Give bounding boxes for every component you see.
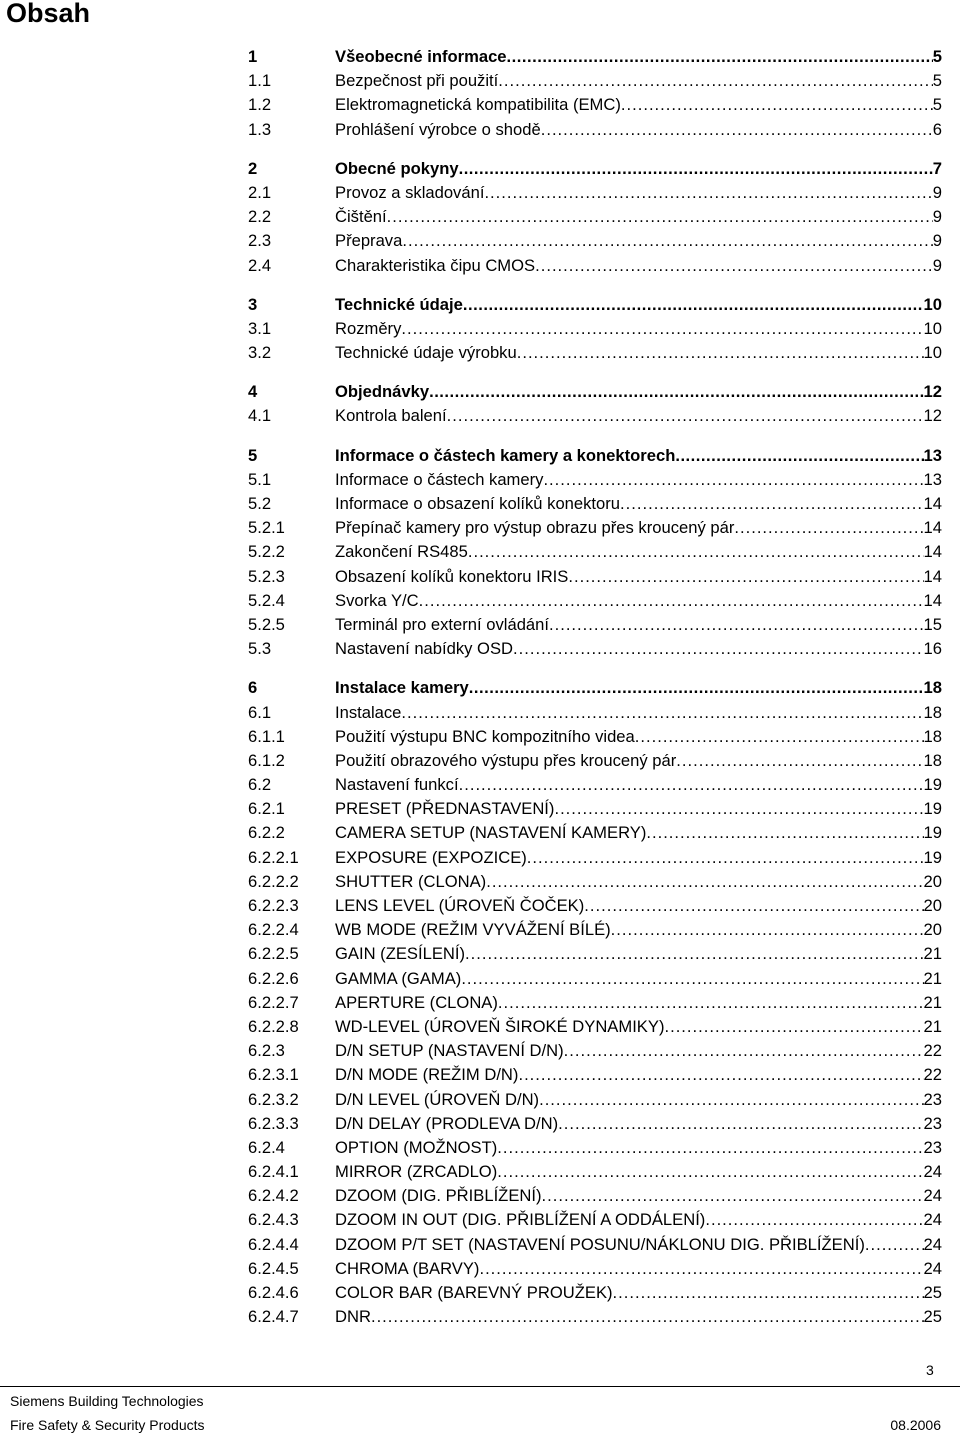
toc-dot-leader [635, 725, 924, 749]
toc-entry-number: 6.2.3.2 [248, 1089, 299, 1109]
footer-divider [0, 1386, 960, 1387]
toc-entry-page: 19 [923, 823, 942, 843]
toc-entry[interactable] [248, 797, 942, 821]
toc-entry-number: 6.2.4 [248, 1137, 285, 1157]
toc-entry-title: Charakteristika čipu CMOS [335, 255, 536, 275]
toc-entry[interactable] [248, 1088, 942, 1112]
toc-entry[interactable] [248, 894, 942, 918]
toc-entry-title: Přeprava [335, 231, 403, 251]
toc-dot-leader [401, 701, 923, 725]
toc-entry-title: Zakončení RS485 [335, 542, 468, 562]
toc-entry-title: Použití obrazového výstupu přes kroucený pár [335, 750, 677, 770]
toc-entry-number: 1.1 [248, 71, 272, 91]
toc-entry-number: 6.2.2 [248, 823, 285, 843]
toc-dot-leader [535, 254, 933, 278]
toc-entry-number: 4.1 [248, 406, 272, 426]
toc-dot-leader [486, 870, 923, 894]
toc-dot-leader [402, 229, 932, 253]
toc-entry-page: 13 [923, 445, 942, 465]
toc-entry-number: 6.2.3.3 [248, 1113, 299, 1133]
toc-entry-page: 18 [923, 726, 942, 746]
toc-entry-title: Informace o částech kamery [335, 469, 544, 489]
toc-entry-page: 14 [923, 542, 942, 562]
toc-entry-page: 22 [923, 1041, 942, 1061]
toc-entry-page: 19 [923, 775, 942, 795]
toc-dot-leader [371, 1305, 924, 1329]
toc-entry-number: 1.2 [248, 95, 272, 115]
toc-entry[interactable] [248, 1112, 942, 1136]
toc-entry-number: 6.2.2.1 [248, 847, 299, 867]
toc-entry-page: 5 [932, 71, 942, 91]
toc-dot-leader [497, 1136, 923, 1160]
toc-dot-leader [401, 317, 923, 341]
toc-entry-page: 20 [923, 920, 942, 940]
toc-entry-title: Terminál pro externí ovládání [335, 614, 549, 634]
toc-dot-leader [564, 1039, 924, 1063]
toc-entry-number: 6.1 [248, 702, 272, 722]
toc-entry-title: APERTURE (CLONA) [335, 992, 498, 1012]
toc-dot-leader [568, 565, 923, 589]
toc-dot-leader [463, 293, 924, 317]
toc-entry[interactable] [248, 69, 942, 93]
toc-entry[interactable] [248, 93, 942, 117]
toc-entry-page: 9 [932, 207, 942, 227]
toc-entry-title: WD-LEVEL (ÚROVEŇ ŠIROKÉ DYNAMIKY) [335, 1016, 665, 1036]
toc-entry[interactable] [248, 404, 942, 428]
toc-entry-number: 6.2.4.3 [248, 1210, 299, 1230]
table-of-contents [248, 45, 942, 1329]
toc-entry-number: 6.2.2.7 [248, 992, 299, 1012]
toc-entry[interactable] [248, 317, 942, 341]
toc-entry[interactable] [248, 749, 942, 773]
toc-entry-number: 5.2 [248, 494, 272, 513]
toc-entry-title: COLOR BAR (BAREVNÝ PROUŽEK) [335, 1283, 613, 1302]
toc-entry-number: 6.2.4.7 [248, 1307, 299, 1327]
toc-entry[interactable] [248, 157, 942, 181]
toc-entry-number: 6.2.2.8 [248, 1016, 299, 1036]
toc-entry-page: 18 [923, 702, 942, 722]
toc-dot-leader [675, 444, 923, 468]
toc-entry-page: 14 [923, 566, 942, 586]
toc-entry-title: Nastavení funkcí [335, 775, 459, 795]
toc-entry[interactable] [248, 1184, 942, 1208]
toc-entry-title: CAMERA SETUP (NASTAVENÍ KAMERY) [335, 823, 647, 843]
toc-entry-page: 14 [923, 590, 942, 610]
toc-entry-number: 5.2.2 [248, 542, 285, 562]
toc-dot-leader [705, 1208, 923, 1232]
toc-entry-title: D/N SETUP (NASTAVENÍ D/N) [335, 1041, 564, 1061]
toc-dot-leader [541, 118, 933, 142]
toc-entry-page: 20 [923, 871, 942, 891]
toc-entry[interactable] [248, 637, 942, 661]
toc-entry[interactable] [248, 444, 942, 468]
toc-entry-title: Technické údaje výrobku [335, 343, 517, 363]
toc-entry-number: 2.4 [248, 255, 272, 275]
toc-entry-number: 2.2 [248, 207, 272, 227]
toc-dot-leader [419, 589, 924, 613]
toc-entry[interactable] [248, 1015, 942, 1039]
toc-entry-title: DZOOM P/T SET (NASTAVENÍ POSUNU/NÁKLONU DIG. PŘIBLÍŽENÍ) [335, 1234, 865, 1254]
toc-entry-page: 14 [923, 518, 942, 538]
footer-date: 08.2006 [890, 1417, 941, 1433]
toc-dot-leader [549, 613, 924, 637]
toc-dot-leader [664, 1015, 923, 1039]
toc-entry[interactable] [248, 45, 942, 69]
toc-dot-leader [584, 894, 923, 918]
footer-company: Siemens Building Technologies [10, 1393, 204, 1409]
toc-entry-title: Informace o obsazení kolíků konektoru [335, 494, 621, 513]
toc-dot-leader [613, 1281, 924, 1305]
toc-entry[interactable] [248, 229, 942, 253]
toc-entry[interactable] [248, 1208, 942, 1232]
toc-entry-number: 6.2.3.1 [248, 1065, 299, 1085]
toc-entry-title: MIRROR (ZRCADLO) [335, 1162, 498, 1182]
toc-dot-leader [518, 1063, 923, 1087]
toc-entry[interactable] [248, 1257, 942, 1281]
toc-entry-title: EXPOSURE (EXPOZICE) [335, 847, 527, 867]
toc-entry-page: 24 [923, 1210, 942, 1230]
toc-entry-title: Čištění [335, 207, 387, 227]
toc-entry-number: 6.2.3 [248, 1041, 285, 1061]
toc-entry-page: 23 [923, 1089, 942, 1109]
toc-entry-number: 5.3 [248, 639, 272, 659]
toc-entry-number: 5.1 [248, 469, 272, 489]
toc-entry[interactable] [248, 821, 942, 845]
toc-entry-number: 5.2.5 [248, 614, 285, 634]
toc-dot-leader [461, 967, 923, 991]
toc-entry-title: Bezpečnost při použití [335, 71, 499, 91]
toc-entry-title: CHROMA (BARVY) [335, 1258, 480, 1278]
toc-entry-number: 6.2.4.4 [248, 1234, 299, 1254]
toc-entry[interactable] [248, 1233, 942, 1257]
toc-entry-number: 6 [248, 678, 258, 698]
toc-entry-page: 9 [932, 255, 942, 275]
toc-entry-title: GAMMA (GAMA) [335, 968, 462, 988]
toc-entry-number: 5.2.4 [248, 590, 285, 610]
toc-entry[interactable] [248, 516, 942, 540]
toc-entry[interactable] [248, 254, 942, 278]
footer-division: Fire Safety & Security Products [10, 1417, 205, 1433]
toc-entry[interactable] [248, 967, 942, 991]
toc-dot-leader [865, 1233, 924, 1257]
toc-entry-page: 13 [923, 469, 942, 489]
toc-entry-number: 6.2.2.3 [248, 896, 299, 915]
toc-entry-page: 22 [923, 1065, 942, 1085]
toc-entry-number: 3.1 [248, 318, 272, 338]
toc-dot-leader [507, 45, 933, 69]
toc-entry-page: 24 [923, 1258, 942, 1278]
toc-entry[interactable] [248, 676, 942, 700]
toc-entry-page: 24 [923, 1162, 942, 1182]
toc-entry-number: 6.2 [248, 775, 272, 795]
toc-entry-number: 6.2.2.4 [248, 920, 299, 940]
toc-dot-leader [459, 157, 933, 181]
toc-entry-title: Obecné pokyny [335, 158, 459, 178]
toc-entry[interactable] [248, 991, 942, 1015]
toc-entry-page: 16 [923, 639, 942, 659]
toc-entry-page: 21 [923, 944, 942, 964]
toc-entry-title: Informace o částech kamery a konektorech [335, 445, 676, 465]
toc-entry[interactable] [248, 942, 942, 966]
page-title: Obsah [6, 0, 91, 28]
toc-entry-title: Technické údaje [335, 294, 463, 314]
toc-entry-number: 6.2.2.2 [248, 871, 299, 891]
toc-entry-title: Použití výstupu BNC kompozitního videa [335, 726, 635, 746]
toc-entry-page: 23 [923, 1113, 942, 1133]
toc-dot-leader [459, 773, 924, 797]
toc-dot-leader [513, 637, 924, 661]
toc-entry-page: 21 [923, 1016, 942, 1036]
toc-entry-page: 19 [923, 799, 942, 819]
toc-entry-title: DZOOM IN OUT (DIG. PŘIBLÍŽENÍ A ODDÁLENÍ) [335, 1210, 706, 1230]
toc-entry[interactable] [248, 1305, 942, 1329]
toc-dot-leader [539, 1088, 923, 1112]
toc-entry-page: 5 [932, 47, 942, 66]
toc-entry-title: D/N DELAY (PRODLEVA D/N) [335, 1113, 559, 1133]
toc-entry-number: 6.1.2 [248, 750, 285, 770]
toc-entry[interactable] [248, 1136, 942, 1160]
toc-entry-title: Svorka Y/C [335, 590, 419, 610]
toc-entry[interactable] [248, 341, 942, 365]
toc-dot-leader [543, 468, 923, 492]
toc-dot-leader [554, 797, 923, 821]
toc-entry-title: Objednávky [335, 382, 430, 402]
toc-dot-leader [498, 69, 933, 93]
toc-entry-page: 10 [923, 294, 942, 314]
toc-entry-title: Obsazení kolíků konektoru IRIS [335, 566, 569, 586]
toc-dot-leader [734, 516, 923, 540]
toc-entry-page: 15 [923, 614, 942, 634]
toc-entry[interactable] [248, 1039, 942, 1063]
toc-entry-page: 10 [923, 343, 942, 363]
toc-entry[interactable] [248, 846, 942, 870]
toc-entry[interactable] [248, 540, 942, 564]
toc-dot-leader [469, 676, 924, 700]
toc-entry[interactable] [248, 613, 942, 637]
toc-entry-page: 23 [923, 1137, 942, 1157]
toc-entry-page: 5 [932, 95, 942, 115]
toc-entry[interactable] [248, 1281, 942, 1305]
toc-entry-title: Elektromagnetická kompatibilita (EMC) [335, 95, 621, 115]
toc-dot-leader [646, 821, 923, 845]
toc-entry[interactable] [248, 380, 942, 404]
toc-entry[interactable] [248, 1063, 942, 1087]
page-number: 3 [926, 1362, 934, 1378]
toc-entry-title: WB MODE (REŽIM VYVÁŽENÍ BÍLÉ) [335, 920, 611, 940]
toc-dot-leader [611, 918, 924, 942]
toc-entry-title: Nastavení nabídky OSD [335, 639, 514, 659]
toc-entry-title: LENS LEVEL (ÚROVEŇ ČOČEK) [335, 896, 585, 915]
toc-entry-page: 18 [923, 678, 942, 698]
toc-entry-page: 9 [932, 231, 942, 251]
toc-entry[interactable] [248, 773, 942, 797]
toc-entry[interactable] [248, 492, 942, 516]
toc-entry-title: Přepínač kamery pro výstup obrazu přes kroucený pár [335, 518, 735, 538]
toc-entry-page: 10 [923, 318, 942, 338]
toc-entry-page: 25 [923, 1307, 942, 1327]
toc-entry-page: 6 [932, 119, 942, 139]
toc-entry-title: Všeobecné informace [335, 47, 507, 66]
toc-entry-number: 2.1 [248, 182, 272, 202]
toc-entry-title: Provoz a skladování [335, 182, 485, 202]
toc-entry[interactable] [248, 205, 942, 229]
toc-entry-page: 14 [923, 494, 942, 513]
toc-entry-number: 3.2 [248, 343, 272, 363]
toc-entry[interactable] [248, 870, 942, 894]
toc-entry-title: Kontrola balení [335, 406, 447, 426]
toc-dot-leader [447, 404, 924, 428]
toc-entry-number: 5 [248, 445, 258, 465]
toc-entry-page: 18 [923, 750, 942, 770]
toc-entry-page: 20 [923, 896, 942, 915]
toc-entry-page: 19 [923, 847, 942, 867]
toc-entry-number: 4 [248, 382, 258, 402]
toc-entry[interactable] [248, 565, 942, 589]
toc-entry[interactable] [248, 725, 942, 749]
toc-dot-leader [484, 181, 932, 205]
toc-entry[interactable] [248, 1160, 942, 1184]
toc-entry-page: 12 [923, 406, 942, 426]
toc-entry-page: 12 [923, 382, 942, 402]
toc-entry-title: Instalace [335, 702, 402, 722]
toc-entry-number: 6.2.4.2 [248, 1186, 299, 1206]
toc-dot-leader [620, 492, 924, 516]
toc-entry-number: 2 [248, 158, 258, 178]
toc-entry-title: GAIN (ZESÍLENÍ) [335, 944, 466, 964]
toc-dot-leader [468, 540, 924, 564]
toc-dot-leader [465, 942, 924, 966]
toc-dot-leader [676, 749, 923, 773]
toc-entry-title: D/N MODE (REŽIM D/N) [335, 1065, 519, 1085]
toc-entry[interactable] [248, 918, 942, 942]
toc-entry[interactable] [248, 589, 942, 613]
toc-entry-number: 2.3 [248, 231, 272, 251]
toc-entry-number: 6.2.4.1 [248, 1162, 299, 1182]
toc-dot-leader [517, 341, 924, 365]
toc-dot-leader [621, 93, 933, 117]
toc-entry-number: 1.3 [248, 119, 272, 139]
toc-dot-leader [527, 846, 924, 870]
toc-entry[interactable] [248, 701, 942, 725]
toc-dot-leader [429, 380, 923, 404]
toc-entry-page: 25 [923, 1283, 942, 1302]
toc-entry-page: 21 [923, 968, 942, 988]
toc-entry-number: 6.1.1 [248, 726, 285, 746]
toc-entry-page: 24 [923, 1186, 942, 1206]
toc-entry[interactable] [248, 468, 942, 492]
toc-entry-number: 5.2.3 [248, 566, 285, 586]
toc-entry-title: Instalace kamery [335, 678, 469, 698]
toc-entry-page: 24 [923, 1234, 942, 1254]
toc-entry-title: SHUTTER (CLONA) [335, 871, 487, 891]
toc-entry-page: 21 [923, 992, 942, 1012]
toc-entry[interactable] [248, 293, 942, 317]
toc-entry-title: Rozměry [335, 318, 402, 338]
toc-entry[interactable] [248, 181, 942, 205]
toc-dot-leader [479, 1257, 923, 1281]
toc-entry-title: Prohlášení výrobce o shodě [335, 119, 541, 139]
toc-entry-title: PRESET (PŘEDNASTAVENÍ) [335, 799, 555, 819]
toc-entry-number: 1 [248, 47, 258, 66]
toc-dot-leader [498, 991, 924, 1015]
toc-entry-number: 6.2.2.6 [248, 968, 299, 988]
toc-dot-leader [497, 1160, 923, 1184]
toc-entry-page: 9 [932, 182, 942, 202]
toc-entry-number: 6.2.4.6 [248, 1283, 299, 1302]
toc-entry-title: OPTION (MOŽNOST) [335, 1137, 498, 1157]
toc-dot-leader [387, 205, 933, 229]
toc-dot-leader [542, 1184, 924, 1208]
toc-entry-title: D/N LEVEL (ÚROVEŇ D/N) [335, 1089, 540, 1109]
toc-entry-number: 6.2.2.5 [248, 944, 299, 964]
toc-entry[interactable] [248, 118, 942, 142]
toc-dot-leader [558, 1112, 923, 1136]
toc-entry-number: 6.2.4.5 [248, 1258, 299, 1278]
toc-entry-number: 6.2.1 [248, 799, 285, 819]
toc-entry-page: 7 [932, 158, 942, 178]
toc-entry-title: DZOOM (DIG. PŘIBLÍŽENÍ) [335, 1186, 542, 1206]
toc-entry-number: 3 [248, 294, 258, 314]
toc-entry-title: DNR [335, 1307, 371, 1327]
toc-entry-number: 5.2.1 [248, 518, 285, 538]
